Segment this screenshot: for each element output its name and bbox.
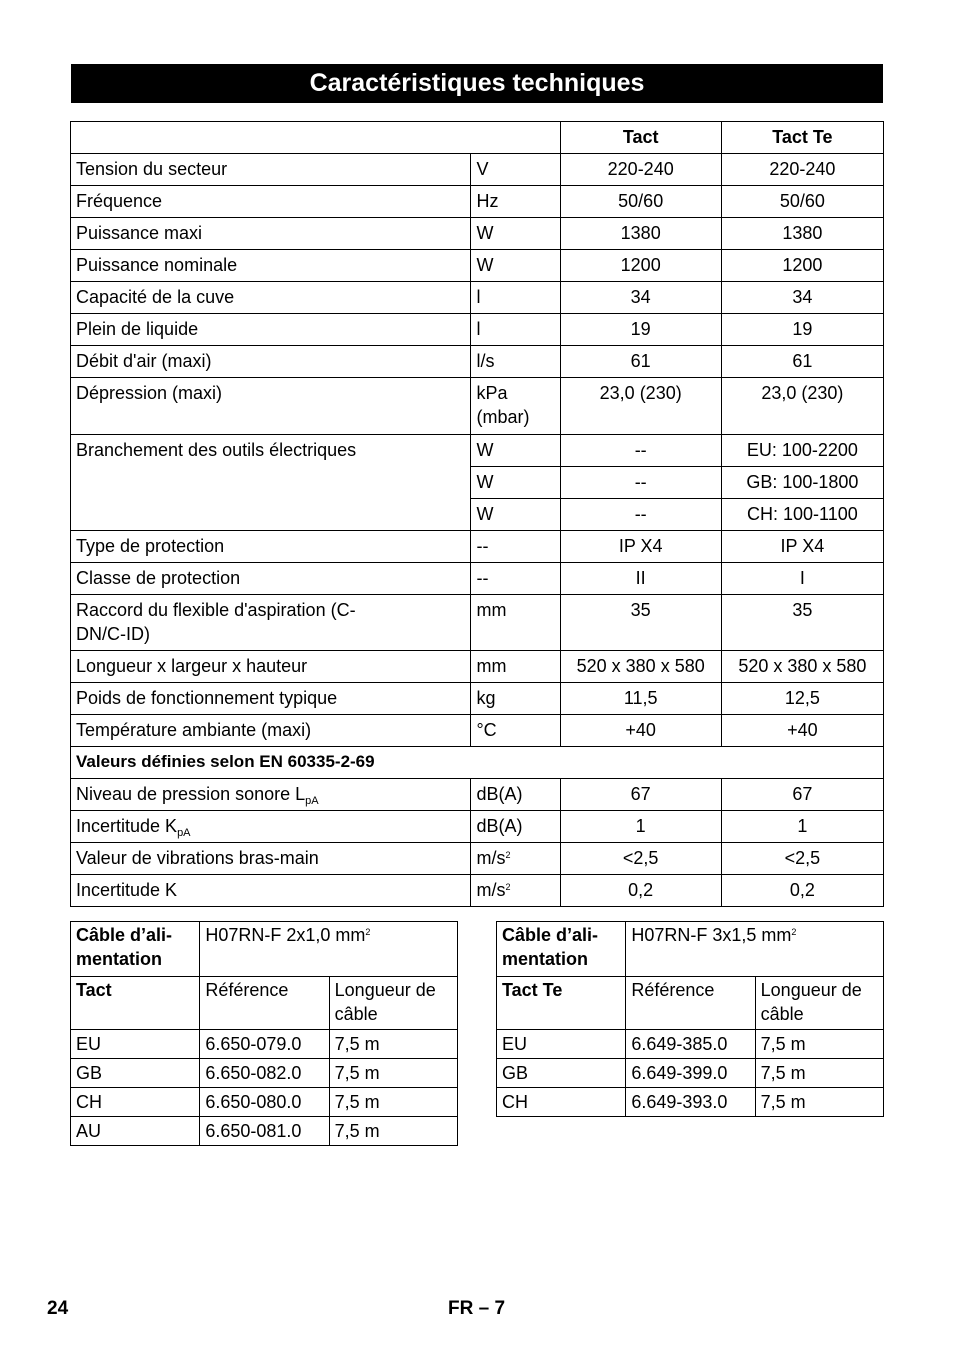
spec-value-tact-te: 1200 [721,250,883,282]
spec-unit: V [471,154,560,186]
spec-unit: kPa (mbar) [471,378,560,435]
section-heading: Valeurs définies selon EN 60335-2-69 [71,747,884,779]
spec-value-tact-te: <2,5 [721,843,883,875]
table-row [71,563,884,595]
cable-label: Câble d’ali-mentation [71,922,200,977]
cable-length: 7,5 m [329,1088,457,1117]
spec-unit: W [471,250,560,282]
table-row [71,314,884,346]
cable-length: 7,5 m [755,1030,883,1059]
spec-label [71,811,471,843]
spec-label: Puissance maxi [71,218,471,250]
table-row [71,875,884,907]
spec-unit: °C [471,715,560,747]
table-row [71,346,884,378]
spec-value-tact-te: 50/60 [721,186,883,218]
superscript: 2 [505,882,511,892]
table-row [71,1117,458,1146]
spec-value-tact-te: 34 [721,282,883,314]
spec-unit: W [471,499,560,531]
spec-value-tact: 220-240 [560,154,721,186]
spec-value-tact: 0,2 [560,875,721,907]
cable-length: 7,5 m [755,1059,883,1088]
spec-value-tact-te: 35 [721,595,883,651]
cable-region: GB [497,1059,626,1088]
page-title: Caractéristiques techniques [71,64,883,103]
spec-label: Débit d'air (maxi) [71,346,471,378]
table-row [71,922,458,977]
table-row [71,435,884,467]
spec-value-tact-te: EU: 100-2200 [721,435,883,467]
footer-language: FR – 7 [448,1298,506,1319]
spec-unit: dB(A) [471,779,560,811]
cable-length: 7,5 m [329,1059,457,1088]
table-row [497,1030,884,1059]
table-row [71,747,884,779]
cable-region: EU [71,1030,200,1059]
spec-value-tact: -- [560,435,721,467]
spec-value-tact-te: 23,0 (230) [721,378,883,435]
spec-value-tact-te: 1 [721,811,883,843]
cable-region: CH [71,1088,200,1117]
subscript: pA [305,795,319,807]
cell-text: Incertitude K [76,816,178,836]
cable-length: 7,5 m [329,1030,457,1059]
spec-unit: mm [471,651,560,683]
table-row [71,218,884,250]
cable-reference: 6.650-080.0 [200,1088,329,1117]
cable-reference: 6.650-079.0 [200,1030,329,1059]
cable-region: CH [497,1088,626,1117]
spec-value-tact-te: 19 [721,314,883,346]
spec-value-tact: 67 [560,779,721,811]
cable-reference: 6.650-082.0 [200,1059,329,1088]
spec-value-tact: 50/60 [560,186,721,218]
cable-spec [626,922,884,977]
cable-spec [200,922,458,977]
spec-unit: -- [471,531,560,563]
table-row [71,1030,458,1059]
spec-unit: l/s [471,346,560,378]
spec-value-tact: +40 [560,715,721,747]
spec-unit: W [471,467,560,499]
spec-unit: Hz [471,186,560,218]
cell-text: m/s [476,880,506,900]
spec-label: Raccord du flexible d'aspiration (C-DN/C-ID) [71,595,471,651]
cable-reference: 6.650-081.0 [200,1117,329,1146]
spec-value-tact-te: GB: 100-1800 [721,467,883,499]
cable-label: Câble d’ali-mentation [497,922,626,977]
spec-value-tact: II [560,563,721,595]
table-row [71,250,884,282]
table-row [71,282,884,314]
spec-value-tact: -- [560,467,721,499]
spec-label: Valeur de vibrations bras-main [71,843,471,875]
table-row [71,122,884,154]
table-row [71,715,884,747]
spec-value-tact: IP X4 [560,531,721,563]
table-row [497,1059,884,1088]
table-row [71,595,884,651]
spec-value-tact: 1 [560,811,721,843]
spec-unit [471,875,560,907]
cable-reference: 6.649-399.0 [626,1059,755,1088]
spec-label: Température ambiante (maxi) [71,715,471,747]
cable-model: Tact [71,977,200,1030]
spec-label: Capacité de la cuve [71,282,471,314]
cable-length: 7,5 m [755,1088,883,1117]
cable-region: GB [71,1059,200,1088]
spec-value-tact: 1200 [560,250,721,282]
spec-label: Incertitude K [71,875,471,907]
spec-unit: W [471,435,560,467]
subscript: pA [177,827,191,839]
spec-unit: dB(A) [471,811,560,843]
cable-table-tact [70,921,458,1146]
table-row [71,1088,458,1117]
cell-text: Niveau de pression sonore L [76,784,306,804]
spec-unit: mm [471,595,560,651]
header-tact-te: Tact Te [721,122,883,154]
spec-unit [471,843,560,875]
cell-text: H07RN-F 2x1,0 mm [205,925,366,945]
spec-value-tact: 19 [560,314,721,346]
cable-region: AU [71,1117,200,1146]
spec-value-tact: 35 [560,595,721,651]
cell-text: H07RN-F 3x1,5 mm [631,925,792,945]
spec-unit: -- [471,563,560,595]
spec-label: Branchement des outils électriques [71,435,471,531]
spec-unit: l [471,282,560,314]
spec-table [70,121,884,907]
table-row [497,977,884,1030]
cable-model: Tact Te [497,977,626,1030]
spec-value-tact: -- [560,499,721,531]
spec-value-tact: 1380 [560,218,721,250]
header-tact: Tact [560,122,721,154]
spec-value-tact-te: CH: 100-1100 [721,499,883,531]
spec-unit: kg [471,683,560,715]
table-row [71,843,884,875]
spec-label: Longueur x largeur x hauteur [71,651,471,683]
cable-reference: 6.649-393.0 [626,1088,755,1117]
cable-region: EU [497,1030,626,1059]
table-row [71,531,884,563]
spec-value-tact: 34 [560,282,721,314]
spec-value-tact-te: 220-240 [721,154,883,186]
spec-value-tact: 11,5 [560,683,721,715]
superscript: 2 [791,927,797,937]
table-row [71,683,884,715]
table-row [71,651,884,683]
spec-value-tact: 61 [560,346,721,378]
spec-label: Plein de liquide [71,314,471,346]
cable-length-header: Longueur de câble [329,977,457,1030]
superscript: 2 [365,927,371,937]
spec-value-tact: 520 x 380 x 580 [560,651,721,683]
cable-ref-header: Référence [626,977,755,1030]
cable-reference: 6.649-385.0 [626,1030,755,1059]
spec-unit: W [471,218,560,250]
table-row [71,977,458,1030]
table-row [497,1088,884,1117]
spec-value-tact-te: I [721,563,883,595]
spec-value-tact-te: IP X4 [721,531,883,563]
spec-label: Puissance nominale [71,250,471,282]
spec-value-tact-te: 0,2 [721,875,883,907]
spec-value-tact-te: 67 [721,779,883,811]
table-row [71,811,884,843]
cable-ref-header: Référence [200,977,329,1030]
table-row [497,922,884,977]
spec-label: Poids de fonctionnement typique [71,683,471,715]
spec-value-tact-te: 61 [721,346,883,378]
spec-label [71,779,471,811]
spec-value-tact-te: +40 [721,715,883,747]
spec-label: Type de protection [71,531,471,563]
spec-label: Classe de protection [71,563,471,595]
page-number: 24 [47,1298,69,1319]
spec-value-tact-te: 1380 [721,218,883,250]
spec-label: Fréquence [71,186,471,218]
cell-text: m/s [476,848,506,868]
table-row [71,154,884,186]
header-cell [71,122,471,154]
table-row [71,186,884,218]
cable-table-tact-te [496,921,884,1117]
table-row [71,779,884,811]
spec-label: Dépression (maxi) [71,378,471,435]
table-row [71,1059,458,1088]
spec-label: Tension du secteur [71,154,471,186]
spec-value-tact-te: 12,5 [721,683,883,715]
spec-value-tact: 23,0 (230) [560,378,721,435]
superscript: 2 [505,850,511,860]
header-cell [471,122,560,154]
spec-unit: l [471,314,560,346]
spec-value-tact-te: 520 x 380 x 580 [721,651,883,683]
cable-length: 7,5 m [329,1117,457,1146]
spec-value-tact: <2,5 [560,843,721,875]
table-row [71,378,884,435]
cable-length-header: Longueur de câble [755,977,883,1030]
